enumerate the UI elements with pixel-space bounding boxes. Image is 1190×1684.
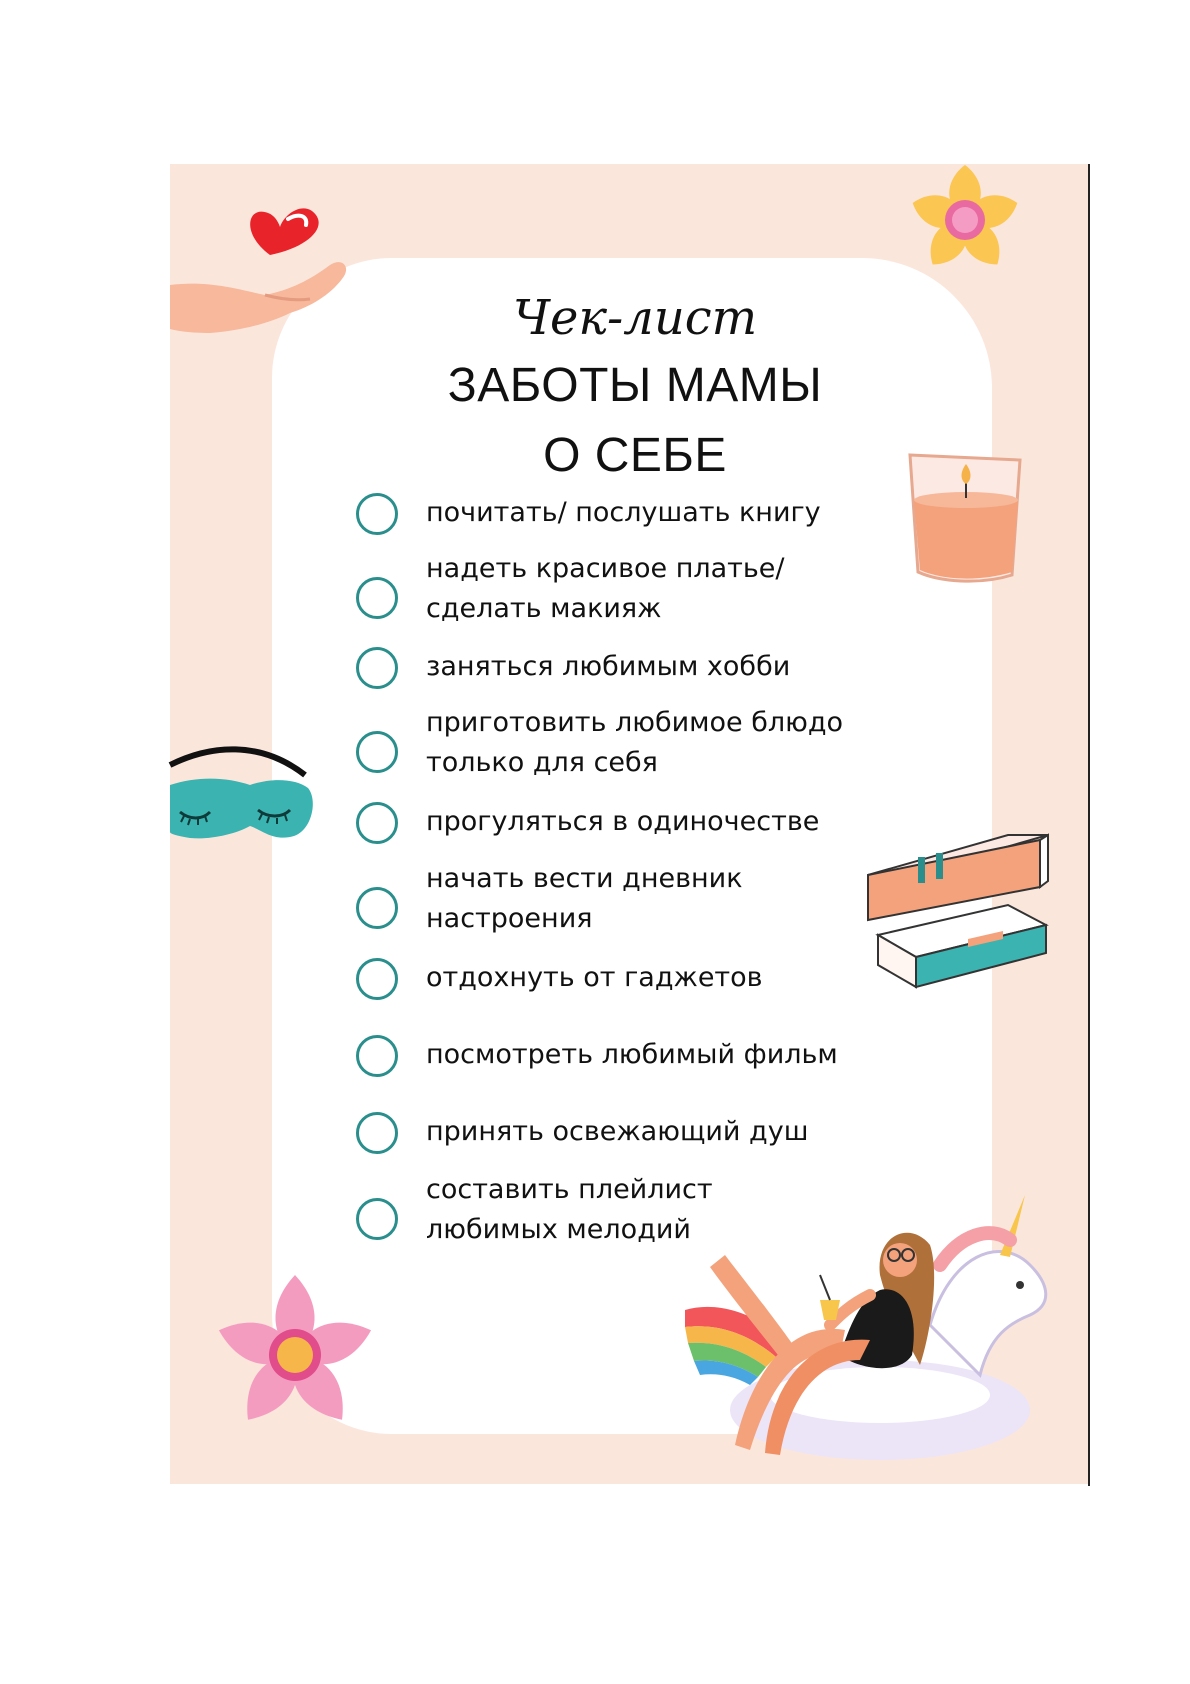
checklist-item-label: надеть красивое платье/ сделать макияж (426, 553, 785, 624)
woman-on-unicorn-float-illustration (680, 1195, 1080, 1480)
checkbox[interactable] (356, 647, 398, 689)
page-title: ЗАБОТЫ МАМЫ (447, 359, 823, 412)
yellow-flower-icon (880, 160, 1050, 300)
checkbox[interactable] (356, 731, 398, 773)
checklist-item-label: составить плейлист любимых мелодий (426, 1174, 713, 1245)
checklist-item-label: почитать/ послушать книгу (426, 497, 821, 528)
checklist-item-label: принять освежающий душ (426, 1116, 809, 1147)
checklist-item-label: начать вести дневник настроения (426, 863, 743, 934)
checkbox[interactable] (356, 887, 398, 929)
sleep-mask-icon (170, 730, 320, 860)
checkbox[interactable] (356, 802, 398, 844)
checklist-item-label: приготовить любимое блюдо только для себя (426, 707, 844, 778)
checklist-item-label: посмотреть любимый фильм (426, 1039, 838, 1070)
books-icon (868, 835, 1058, 995)
checklist-item-label: заняться любимым хобби (426, 651, 791, 682)
checkbox[interactable] (356, 1198, 398, 1240)
checkbox[interactable] (356, 1112, 398, 1154)
page-subtitle: О СЕБЕ (543, 429, 727, 482)
script-title: Чек-лист (512, 290, 758, 346)
checklist-item-label: отдохнуть от гаджетов (426, 962, 763, 993)
checklist-item-label: прогуляться в одиночестве (426, 806, 820, 837)
pink-flower-icon (210, 1265, 380, 1445)
checkbox[interactable] (356, 958, 398, 1000)
checkbox[interactable] (356, 493, 398, 535)
checkbox[interactable] (356, 577, 398, 619)
checkbox[interactable] (356, 1035, 398, 1077)
